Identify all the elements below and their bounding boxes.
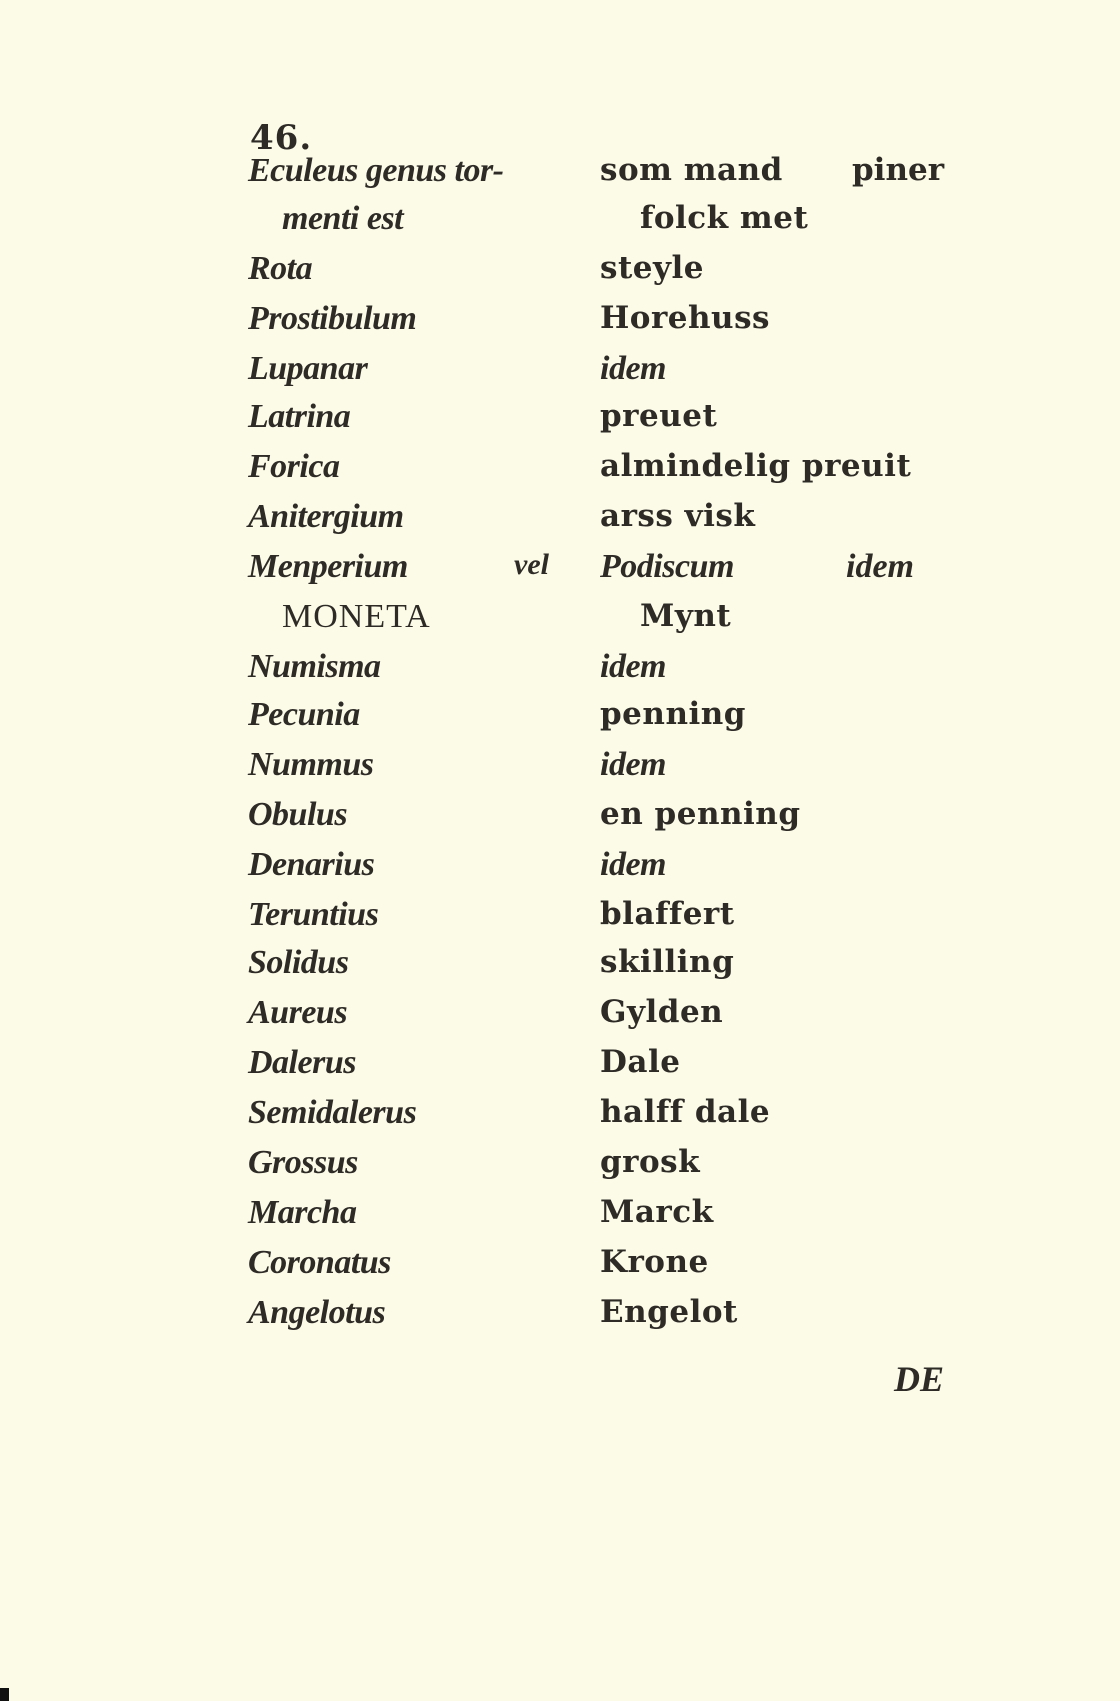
entry-row: [0, 896, 1120, 944]
page-number: 46.: [250, 118, 313, 158]
vernacular-term: idem: [600, 350, 666, 387]
entry-row: [0, 548, 1120, 596]
entry-row: [0, 1144, 1120, 1192]
vernacular-term: preuet: [600, 398, 718, 434]
vernacular-term: Gylden: [600, 994, 724, 1030]
entry-row: [0, 350, 1120, 398]
vernacular-term: folck met: [640, 200, 809, 236]
latin-term: Lupanar: [248, 350, 368, 387]
latin-term: Anitergium: [248, 498, 404, 535]
entry-row: [0, 250, 1120, 298]
latin-term: Solidus: [248, 944, 349, 981]
entry-row: [0, 152, 1120, 200]
section-heading-row: [0, 598, 1120, 646]
vernacular-term: en penning: [600, 796, 801, 832]
vernacular-term: Horehuss: [600, 300, 771, 336]
vernacular-term: idem: [600, 846, 666, 883]
vel-conjunction: vel: [514, 548, 549, 581]
section-heading: MONETA: [282, 598, 431, 635]
entry-row: [0, 1044, 1120, 1092]
entry-row: [0, 200, 1120, 248]
entry-row: [0, 648, 1120, 696]
entry-row: [0, 398, 1120, 446]
vernacular-term: skilling: [600, 944, 735, 980]
vernacular-term: penning: [600, 696, 746, 732]
latin-term: Dalerus: [248, 1044, 356, 1081]
vernacular-term: blaffert: [600, 896, 735, 932]
latin-term: Nummus: [248, 746, 374, 783]
latin-term: Denarius: [248, 846, 375, 883]
entry-row: [0, 994, 1120, 1042]
vernacular-term: almindelig preuit: [600, 448, 912, 484]
entry-row: [0, 1194, 1120, 1242]
latin-term: Menperium: [248, 548, 408, 585]
latin-term: Numisma: [248, 648, 381, 685]
entry-row: [0, 1294, 1120, 1342]
latin-term: Latrina: [248, 398, 351, 435]
latin-term: Grossus: [248, 1144, 358, 1181]
vernacular-term: grosk: [600, 1144, 701, 1180]
latin-term: Eculeus genus tor-: [248, 152, 504, 189]
latin-term: Obulus: [248, 796, 348, 833]
vernacular-term: Dale: [600, 1044, 681, 1080]
vernacular-term: steyle: [600, 250, 705, 286]
entry-row: [0, 796, 1120, 844]
entry-row: [0, 1094, 1120, 1142]
latin-term: menti est: [282, 200, 404, 237]
vernacular-continuation: piner: [852, 152, 945, 188]
entry-row: [0, 498, 1120, 546]
entry-row: [0, 746, 1120, 794]
latin-term: Forica: [248, 448, 340, 485]
latin-term: Angelotus: [248, 1294, 386, 1331]
scan-edge-mark: [0, 1688, 9, 1701]
latin-term: Coronatus: [248, 1244, 391, 1281]
vernacular-term: Marck: [600, 1194, 714, 1230]
latin-term: Rota: [248, 250, 313, 287]
vernacular-term: idem: [600, 746, 666, 783]
vernacular-continuation: idem: [846, 548, 914, 585]
vernacular-term: arss visk: [600, 498, 756, 534]
latin-term: Prostibulum: [248, 300, 417, 337]
latin-term: Pecunia: [248, 696, 360, 733]
vernacular-term: Engelot: [600, 1294, 738, 1330]
entry-row: [0, 300, 1120, 348]
entry-row: [0, 696, 1120, 744]
latin-term: Marcha: [248, 1194, 357, 1231]
catchword: DE: [894, 1359, 945, 1399]
vernacular-term: som mand: [600, 152, 783, 188]
entry-row: [0, 846, 1120, 894]
vernacular-term: Podiscum: [600, 548, 734, 585]
vernacular-term: Mynt: [640, 598, 732, 634]
vernacular-term: idem: [600, 648, 666, 685]
vernacular-term: halff dale: [600, 1094, 771, 1130]
entry-row: [0, 944, 1120, 992]
latin-term: Teruntius: [248, 896, 379, 933]
latin-term: Aureus: [248, 994, 348, 1031]
entry-row: [0, 448, 1120, 496]
entry-row: [0, 1244, 1120, 1292]
latin-term: Semidalerus: [248, 1094, 417, 1131]
vernacular-term: Krone: [600, 1244, 709, 1280]
